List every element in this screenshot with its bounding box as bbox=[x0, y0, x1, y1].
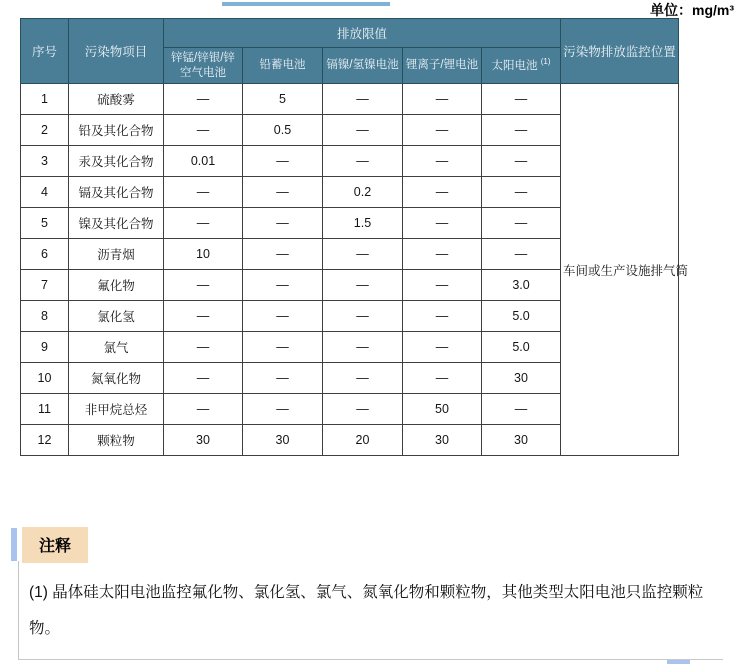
cell-limit-value: — bbox=[243, 394, 323, 425]
cell-limit-value: 3.0 bbox=[482, 270, 561, 301]
cell-limit-value: — bbox=[164, 394, 243, 425]
cell-pollutant: 颗粒物 bbox=[69, 425, 164, 456]
cell-limit-value: — bbox=[482, 84, 561, 115]
cell-serial: 6 bbox=[21, 239, 69, 270]
cell-limit-value: — bbox=[403, 270, 482, 301]
header-serial: 序号 bbox=[21, 19, 69, 84]
cell-limit-value: — bbox=[323, 146, 403, 177]
cell-limit-value: 0.5 bbox=[243, 115, 323, 146]
cell-limit-value: — bbox=[482, 394, 561, 425]
cell-serial: 12 bbox=[21, 425, 69, 456]
cell-limit-value: — bbox=[164, 301, 243, 332]
cell-limit-value: 30 bbox=[403, 425, 482, 456]
cell-limit-value: — bbox=[323, 239, 403, 270]
cell-limit-value: — bbox=[482, 177, 561, 208]
cell-limit-value: — bbox=[164, 270, 243, 301]
header-battery-solar-label: 太阳电池 bbox=[491, 59, 538, 72]
bottom-scrollbar-thumb[interactable] bbox=[667, 660, 690, 664]
cell-limit-value: — bbox=[243, 208, 323, 239]
note-heading: 注释 bbox=[22, 527, 88, 563]
cell-pollutant: 氟化物 bbox=[69, 270, 164, 301]
cell-serial: 11 bbox=[21, 394, 69, 425]
cell-pollutant: 镍及其化合物 bbox=[69, 208, 164, 239]
cell-limit-value: — bbox=[403, 146, 482, 177]
cell-pollutant: 氯化氢 bbox=[69, 301, 164, 332]
cell-limit-value: 20 bbox=[323, 425, 403, 456]
cell-serial: 2 bbox=[21, 115, 69, 146]
cell-limit-value: 5.0 bbox=[482, 301, 561, 332]
cell-limit-value: 30 bbox=[482, 363, 561, 394]
cell-limit-value: 30 bbox=[243, 425, 323, 456]
header-battery-lead: 铅蓄电池 bbox=[243, 48, 323, 84]
table-body bbox=[21, 84, 689, 456]
top-scrollbar-thumb[interactable] bbox=[222, 2, 390, 6]
cell-pollutant: 汞及其化合物 bbox=[69, 146, 164, 177]
cell-limit-value: — bbox=[164, 208, 243, 239]
cell-limit-value: — bbox=[403, 115, 482, 146]
header-battery-nickel: 镉镍/氢镍电池 bbox=[323, 48, 403, 84]
cell-limit-value: — bbox=[403, 301, 482, 332]
cell-limit-value: — bbox=[243, 146, 323, 177]
cell-pollutant: 沥青烟 bbox=[69, 239, 164, 270]
cell-pollutant: 氮氧化物 bbox=[69, 363, 164, 394]
cell-limit-value: — bbox=[164, 177, 243, 208]
cell-limit-value: — bbox=[323, 115, 403, 146]
cell-pollutant: 非甲烷总烃 bbox=[69, 394, 164, 425]
cell-limit-value: 1.5 bbox=[323, 208, 403, 239]
cell-limit-value: — bbox=[482, 208, 561, 239]
cell-serial: 4 bbox=[21, 177, 69, 208]
cell-limit-value: — bbox=[403, 239, 482, 270]
cell-monitoring-location: 车间或生产设施排气筒 bbox=[561, 84, 679, 456]
cell-limit-value: — bbox=[164, 115, 243, 146]
bottom-divider bbox=[18, 659, 723, 660]
cell-serial: 9 bbox=[21, 332, 69, 363]
cell-limit-value: — bbox=[164, 84, 243, 115]
cell-limit-value: 0.01 bbox=[164, 146, 243, 177]
unit-label: 单位：mg/m³ bbox=[650, 2, 734, 18]
cell-pollutant: 铅及其化合物 bbox=[69, 115, 164, 146]
cell-limit-value: — bbox=[323, 270, 403, 301]
footnote-marker: (1) bbox=[540, 57, 551, 67]
cell-limit-value: — bbox=[243, 177, 323, 208]
note-box bbox=[18, 561, 723, 659]
note-text: (1) 晶体硅太阳电池监控氟化物、氯化氢、氯气、氮氧化物和颗粒物，其他类型太阳电池只监控颗粒物。 bbox=[29, 584, 704, 637]
cell-limit-value: — bbox=[243, 270, 323, 301]
header-location: 污染物排放监控位置 bbox=[561, 19, 679, 84]
header-battery-lithium: 锂离子/锂电池 bbox=[403, 48, 482, 84]
cell-limit-value: — bbox=[403, 332, 482, 363]
cell-limit-value: 50 bbox=[403, 394, 482, 425]
cell-limit-value: — bbox=[482, 115, 561, 146]
cell-limit-value: — bbox=[323, 363, 403, 394]
cell-limit-value: — bbox=[243, 301, 323, 332]
cell-limit-value: — bbox=[323, 394, 403, 425]
cell-limit-value: — bbox=[403, 363, 482, 394]
header-battery-zinc: 锌锰/锌银/锌空气电池 bbox=[164, 48, 243, 84]
table-row bbox=[21, 84, 679, 115]
cell-limit-value: — bbox=[403, 177, 482, 208]
cell-pollutant: 氯气 bbox=[69, 332, 164, 363]
cell-limit-value: — bbox=[403, 208, 482, 239]
cell-serial: 1 bbox=[21, 84, 69, 115]
emission-limits-table bbox=[20, 18, 689, 456]
cell-serial: 7 bbox=[21, 270, 69, 301]
cell-limit-value: — bbox=[482, 146, 561, 177]
cell-limit-value: — bbox=[164, 363, 243, 394]
cell-pollutant: 镉及其化合物 bbox=[69, 177, 164, 208]
cell-limit-value: 5.0 bbox=[482, 332, 561, 363]
cell-limit-value: — bbox=[243, 239, 323, 270]
cell-pollutant: 硫酸雾 bbox=[69, 84, 164, 115]
cell-limit-value: — bbox=[243, 332, 323, 363]
cell-limit-value: 10 bbox=[164, 239, 243, 270]
cell-limit-value: — bbox=[323, 84, 403, 115]
cell-limit-value: — bbox=[323, 301, 403, 332]
cell-limit-value: — bbox=[164, 332, 243, 363]
cell-limit-value: 30 bbox=[164, 425, 243, 456]
cell-limit-value: — bbox=[243, 363, 323, 394]
cell-serial: 3 bbox=[21, 146, 69, 177]
cell-limit-value: — bbox=[403, 84, 482, 115]
cell-serial: 10 bbox=[21, 363, 69, 394]
cell-limit-value: 30 bbox=[482, 425, 561, 456]
header-limits: 排放限值 bbox=[164, 19, 561, 48]
header-pollutant: 污染物项目 bbox=[69, 19, 164, 84]
cell-serial: 5 bbox=[21, 208, 69, 239]
cell-serial: 8 bbox=[21, 301, 69, 332]
cell-limit-value: — bbox=[482, 239, 561, 270]
cell-limit-value: 5 bbox=[243, 84, 323, 115]
cell-limit-value: — bbox=[323, 332, 403, 363]
header-battery-solar bbox=[482, 48, 561, 84]
note-accent-bar bbox=[11, 528, 17, 561]
cell-limit-value: 0.2 bbox=[323, 177, 403, 208]
